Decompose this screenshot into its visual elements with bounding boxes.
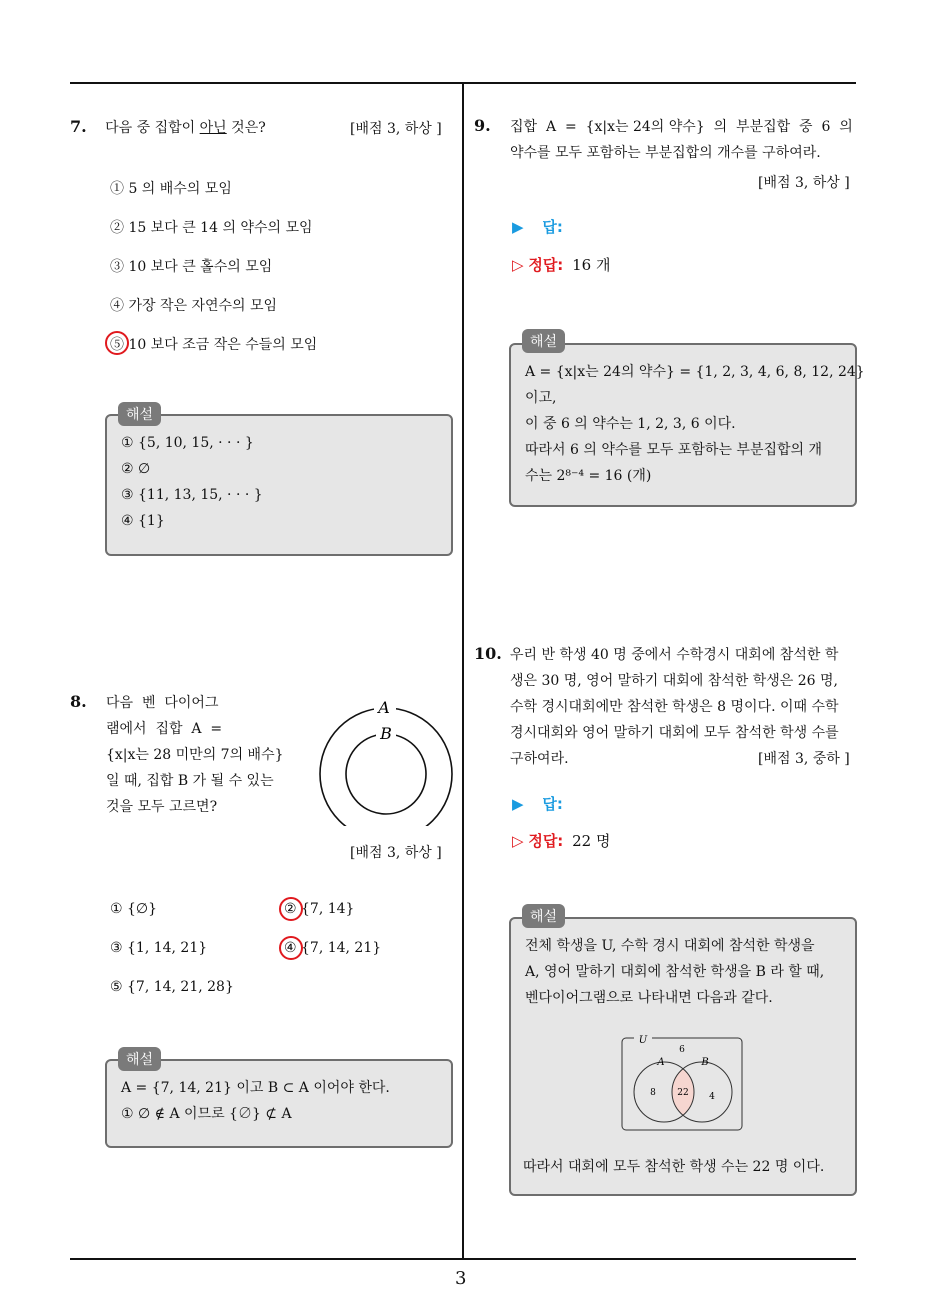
- q8-line: {x|x는 28 미만의 7의 배수}: [106, 747, 284, 763]
- solution-line: ② ∅: [121, 461, 151, 477]
- q9-solution-label: 해설: [522, 329, 565, 353]
- q8-stem: [106, 690, 306, 820]
- q8-venn-diagram: [318, 694, 458, 826]
- q8-choice-5[interactable]: ⑤ {7, 14, 21, 28}: [110, 979, 234, 995]
- solution-line: A = {7, 14, 21} 이고 B ⊂ A 이어야 한다.: [121, 1080, 390, 1096]
- question-number: 7.: [70, 117, 87, 136]
- q7-choice-1[interactable]: ① 5 의 배수의 모임: [110, 181, 232, 197]
- selected-answer-circle: [105, 331, 129, 355]
- venn-label-a: A: [657, 1057, 665, 1068]
- q8-meta: [배점 3, 하상 ]: [350, 845, 442, 861]
- solution-line: 전체 학생을 U, 수학 경시 대회에 참석한 학생을: [525, 938, 815, 954]
- play-arrow-icon: ▶: [512, 218, 524, 236]
- q10-line: 수학 경시대회에만 참석한 학생은 8 명이다. 이때 수학: [510, 699, 839, 715]
- q10-line: 구하여라.: [510, 751, 569, 767]
- venn-label-u: U: [638, 1035, 648, 1046]
- q10-venn-diagram: [620, 1034, 746, 1134]
- q9-answer-row: [512, 216, 563, 237]
- q10-solution-label: 해설: [522, 904, 565, 928]
- q7-text-underlined: 아닌: [199, 120, 227, 136]
- q7-text-after: 것은?: [226, 120, 266, 136]
- q7-choice-2[interactable]: ② 15 보다 큰 14 의 약수의 모임: [110, 220, 313, 236]
- q8-line: 것을 모두 고르면?: [106, 799, 218, 815]
- q10-meta: [배점 3, 중하 ]: [758, 751, 850, 767]
- q10-correct-row: [512, 830, 610, 851]
- solution-line: 따라서 6 의 약수를 모두 포함하는 부분집합의 개: [525, 442, 823, 458]
- selected-answer-circle: [279, 936, 303, 960]
- venn-b-only-value: 4: [709, 1092, 715, 1102]
- q7-solution-label: 해설: [118, 402, 161, 426]
- q9-stem: [510, 114, 860, 166]
- q8-line: 램에서 집합 A =: [106, 721, 223, 737]
- venn-both-value: 22: [677, 1088, 689, 1098]
- column-divider: [462, 82, 464, 1259]
- q7-meta: [배점 3, 하상 ]: [350, 121, 442, 137]
- solution-line: ① {5, 10, 15, · · · }: [121, 435, 254, 451]
- solution-line: ④ {1}: [121, 513, 165, 529]
- q8-solution-label: 해설: [118, 1047, 161, 1071]
- venn-label-b: B: [380, 724, 392, 743]
- solution-line: 벤다이어그램으로 나타내면 다음과 같다.: [525, 990, 773, 1006]
- q10-line: 우리 반 학생 40 명 중에서 수학경시 대회에 참석한 학: [510, 647, 839, 663]
- solution-line: ③ {11, 13, 15, · · · }: [121, 487, 263, 503]
- solution-line: ① ∅ ∉ A 이므로 {∅} ⊄ A: [121, 1106, 292, 1122]
- answer-label: 답:: [542, 795, 563, 813]
- q9-meta: [배점 3, 하상 ]: [758, 175, 850, 191]
- q7-choice-4[interactable]: ④ 가장 작은 자연수의 모임: [110, 298, 278, 314]
- q9-line: 집합 A = {x|x는 24의 약수} 의 부분집합 중 6 의: [510, 119, 853, 135]
- venn-label-a: A: [378, 698, 390, 717]
- hollow-arrow-icon: ▷: [512, 256, 524, 274]
- q7-solution-box: [105, 414, 453, 556]
- q9-number: 9.: [474, 116, 491, 135]
- q8-number: 8.: [70, 692, 87, 711]
- page-number: 3: [455, 1268, 467, 1289]
- q10-solution-conclusion: 따라서 대회에 모두 참석한 학생 수는 22 명 이다.: [523, 1159, 825, 1175]
- q9-solution-box: [509, 343, 865, 507]
- venn-label-b: B: [701, 1057, 709, 1068]
- q8-choice-1[interactable]: ① {∅}: [110, 901, 158, 917]
- solution-line: A, 영어 말하기 대회에 참석한 학생을 B 라 할 때,: [525, 964, 825, 980]
- q10-line: 생은 30 명, 영어 말하기 대회에 참석한 학생은 26 명,: [510, 673, 839, 689]
- q10-answer-row: [512, 793, 563, 814]
- hollow-arrow-icon: ▷: [512, 832, 524, 850]
- q8-line: 일 때, 집합 B 가 될 수 있는: [106, 773, 274, 789]
- correct-label: 정답:: [528, 832, 564, 850]
- q9-line: 약수를 모두 포함하는 부분집합의 개수를 구하여라.: [510, 145, 821, 161]
- q8-choice-2[interactable]: ② {7, 14}: [284, 901, 355, 917]
- venn-a-only-value: 8: [650, 1088, 656, 1098]
- venn-outside-value: 6: [679, 1045, 685, 1055]
- q7-text-before: 다음 중 집합이: [105, 120, 200, 136]
- correct-value: 22 명: [572, 832, 611, 850]
- q8-solution-box: [105, 1059, 453, 1148]
- correct-label: 정답:: [528, 256, 564, 274]
- q8-choice-4[interactable]: ④ {7, 14, 21}: [284, 940, 382, 956]
- q7-choice-3[interactable]: ③ 10 보다 큰 홀수의 모임: [110, 259, 273, 275]
- q10-line: 경시대회와 영어 말하기 대회에 모두 참석한 학생 수를: [510, 725, 839, 741]
- answer-label: 답:: [542, 218, 563, 236]
- correct-value: 16 개: [572, 256, 611, 274]
- play-arrow-icon: ▶: [512, 795, 524, 813]
- q7-choice-5[interactable]: ⑤ 10 보다 조금 작은 수들의 모임: [110, 337, 318, 353]
- solution-line: 이고,: [525, 390, 557, 406]
- venn-circle-b: [346, 734, 426, 814]
- solution-line: 수는 2⁸⁻⁴ = 16 (개): [525, 468, 652, 484]
- q8-line: 다음 벤 다이어그: [106, 695, 219, 711]
- q9-correct-row: [512, 254, 610, 275]
- q10-number: 10.: [474, 644, 502, 663]
- selected-answer-circle: [279, 897, 303, 921]
- solution-line: 이 중 6 의 약수는 1, 2, 3, 6 이다.: [525, 416, 736, 432]
- q8-choice-3[interactable]: ③ {1, 14, 21}: [110, 940, 208, 956]
- solution-line: A = {x|x는 24의 약수} = {1, 2, 3, 4, 6, 8, 12, 24}: [525, 364, 865, 380]
